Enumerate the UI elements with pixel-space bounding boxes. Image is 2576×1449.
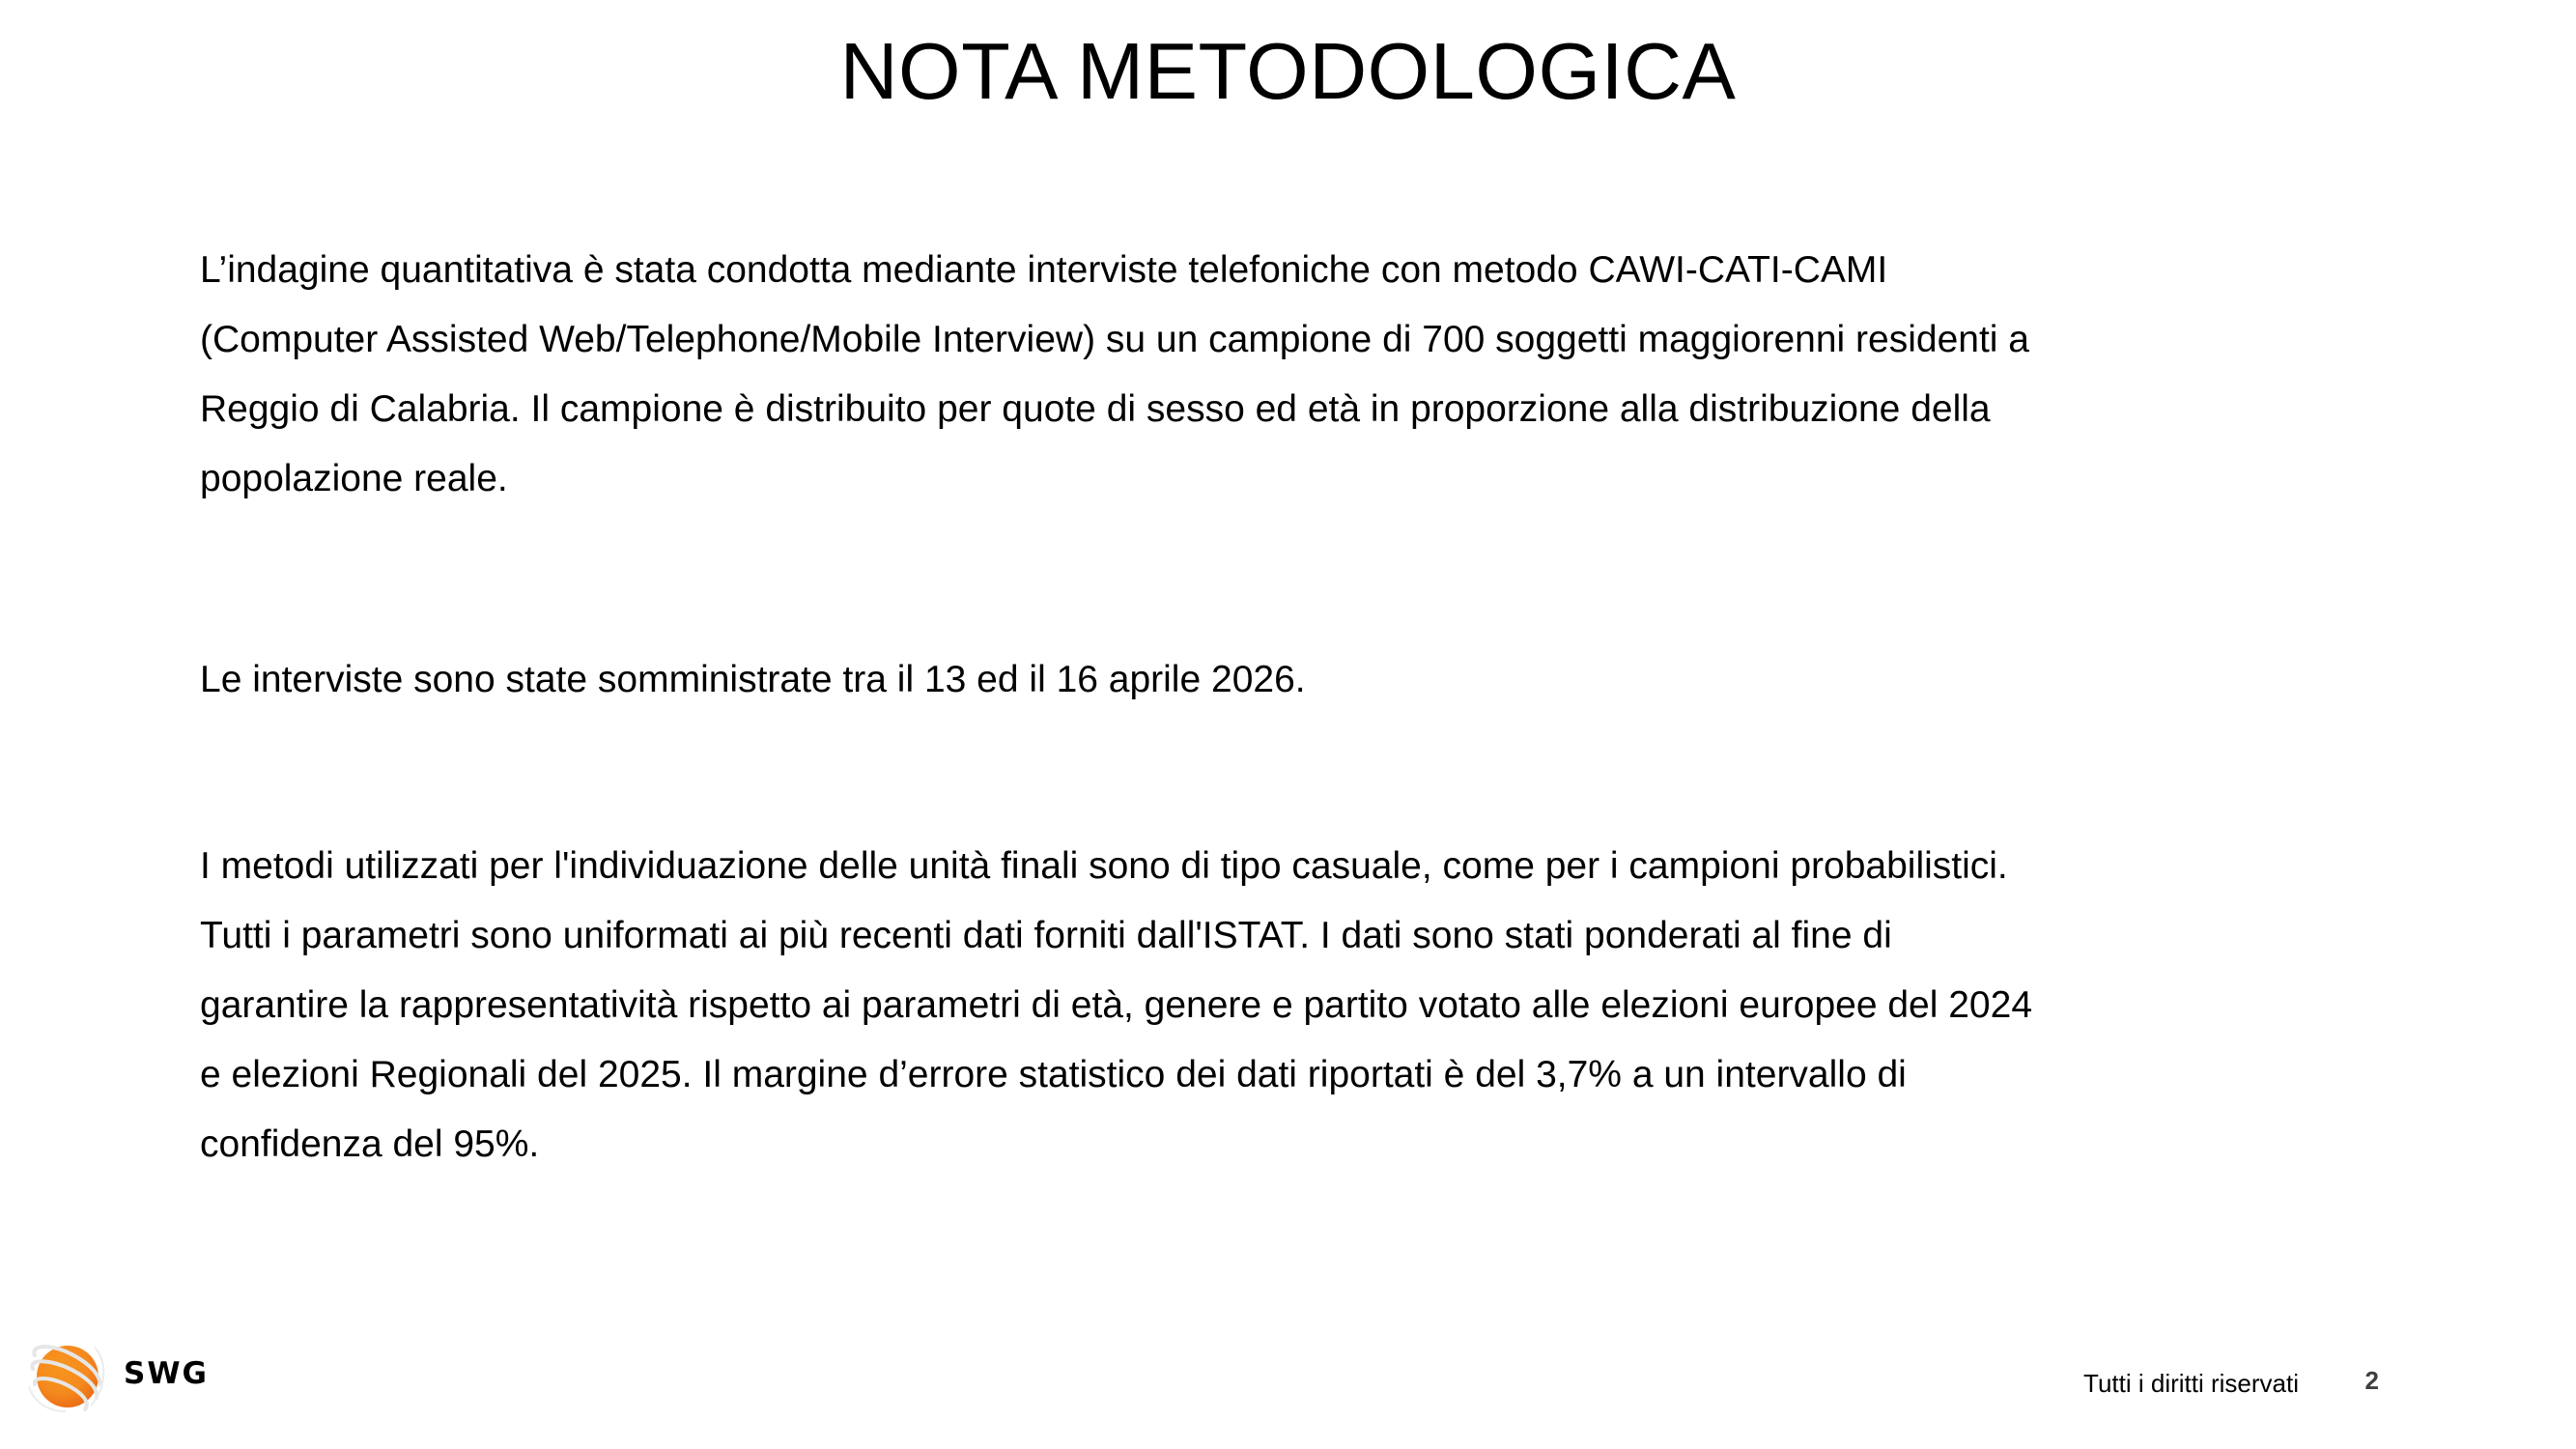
paragraph-line: e elezioni Regionali del 2025. Il margine d’errore statistico dei dati riportati è del 3,7% a un intervallo di bbox=[200, 1054, 1907, 1095]
paragraph-line: popolazione reale. bbox=[200, 458, 508, 499]
paragraph-line: Le interviste sono state somministrate tra il 13 ed il 16 aprile 2026. bbox=[200, 659, 1306, 700]
paragraph-weighting bbox=[200, 832, 2377, 1179]
slide-title: NOTA METODOLOGICA bbox=[839, 26, 1737, 116]
paragraph-line: confidenza del 95%. bbox=[200, 1123, 540, 1165]
paragraph-dates bbox=[200, 645, 2377, 715]
paragraph-line: Tutti i parametri sono uniformati ai più recenti dati forniti dall'ISTAT. I dati sono stati ponderati al fine di bbox=[200, 915, 1892, 956]
copyright-notice: Tutti i diritti riservati bbox=[2083, 1369, 2299, 1398]
page-number: 2 bbox=[2364, 1366, 2379, 1395]
paragraph-line: garantire la rappresentatività rispetto ai parametri di età, genere e partito votato alle elezioni europee del 2024 bbox=[200, 984, 2033, 1026]
paragraph-line: Reggio di Calabria. Il campione è distribuito per quote di sesso ed età in proporzione alla distribuzione della bbox=[200, 388, 1991, 430]
swg-logo bbox=[27, 1338, 230, 1415]
globe-icon bbox=[27, 1338, 124, 1415]
logo-wordmark: SWG bbox=[124, 1356, 209, 1391]
paragraph-methodology bbox=[200, 236, 2377, 514]
paragraph-line: I metodi utilizzati per l'individuazione delle unità finali sono di tipo casuale, come per i campioni probabilistici. bbox=[200, 845, 2008, 887]
paragraph-line: L’indagine quantitativa è stata condotta mediante interviste telefoniche con metodo CAWI-CATI-CAMI bbox=[200, 249, 1888, 291]
paragraph-line: (Computer Assisted Web/Telephone/Mobile Interview) su un campione di 700 soggetti maggiorenni residenti a bbox=[200, 319, 2029, 360]
